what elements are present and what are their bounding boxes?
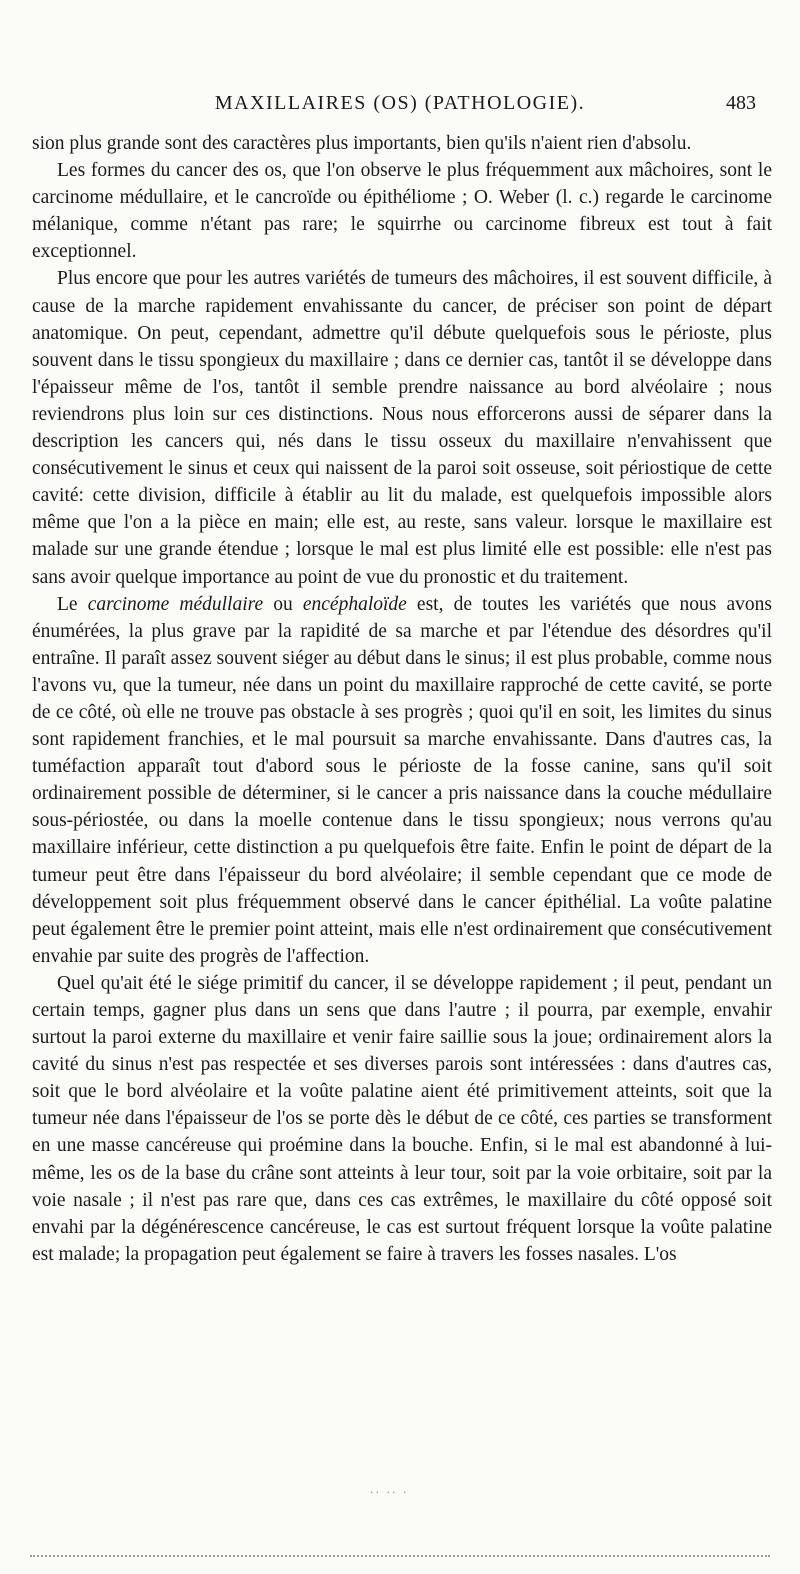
paragraph: Plus encore que pour les autres variétés de tumeurs des mâchoires, il est souvent difficile, à cause de la marche rapidement envahissante du cancer, de préciser son point de départ anatomique. On peut, cependant, admettre qu'il débute quelquefois sous le périoste, plus souvent dans le tissu spongieux du maxillaire ; dans ce dernier cas, tantôt il se développe dans l'épaisseur même de l'os, tantôt il semble prendre naissance au bord alvéolaire ; nous reviendrons plus loin sur ces distinctions. Nous nous efforcerons aussi de séparer dans la description les cancers qui, nés dans le tissu osseux du maxillaire n'envahissent que consécutivement le sinus et ceux qui naissent de la paroi soit osseuse, soit périostique de cette cavité: cette division, difficile à établir au lit du malade, est quelquefois impossible alors même que l'on a la pièce en main; elle est, au reste, sans valeur. lorsque le maxillaire est malade sur une grande étendue ; lorsque le mal est plus limité elle est possible: elle n'est pas sans avoir quelque importance au point de vue du pronostic et du traitement. (32, 268, 772, 588)
page-header (20, 92, 780, 122)
body-text (32, 130, 772, 1268)
paragraph-connector: ou (263, 593, 303, 615)
paragraph-lead: Le (57, 593, 88, 615)
paragraph-rest: est, de toutes les variétés que nous avons énumérées, la plus grave par la rapidité de sa marche et par l'étendue des désordres qu'il entraîne. Il paraît assez souvent siéger au début dans le sinus; il est plus probable, comme nous l'avons vu, que la tumeur, née dans un point du maxillaire rapproché de cette cavité, se porte de ce côté, où elle ne trouve pas obstacle à ses progrès ; quoi qu'il en soit, les limites du sinus sont rapidement franchies, et le mal poursuit sa marche envahissante. Dans d'autres cas, la tuméfaction apparaît tout d'abord sous le périoste de la fosse canine, sans qu'il soit ordinairement possible de déterminer, si le cancer a pris naissance dans la couche médullaire sous-périostée, ou dans la moelle contenue dans le tissu spongieux; nous verrons qu'au maxillaire inférieur, cette distinction a pu quelquefois être faite. Enfin le point de départ de la tumeur peut être dans l'épaisseur du bord alvéolaire; il semble cependant que ce mode de développement soit plus fréquemment observé dans le cancer épithélial. La voûte palatine peut également être le premier point atteint, mais elle n'est ordinairement que consécutivement envahie par suite des progrès de l'affection. (32, 593, 772, 967)
ink-speck-mark: ·· ·· · (370, 1486, 409, 1499)
paragraph: Quel qu'ait été le siége primitif du cancer, il se développe rapidement ; il peut, pendant un certain temps, gagner plus dans un sens que dans l'autre ; il pourra, par exemple, envahir surtout la paroi externe du maxillaire et venir faire saillie sous la joue; ordinairement alors la cavité du sinus n'est pas respectée et ses diverses parois sont intéressées : dans d'autres cas, soit que le bord alvéolaire et la voûte palatine aient été primitivement atteints, soit que la tumeur née dans l'épaisseur de l'os se porte dès le début de ce côté, ces parties se transforment en une masse cancéreuse qui proémine dans la bouche. Enfin, si le mal est abandonné à lui-même, les os de la base du crâne sont atteints à leur tour, soit par la voie orbitaire, soit par la voie nasale ; il n'est pas rare que, dans ces cas extrêmes, le maxillaire du côté opposé soit envahi par la dégénérescence cancéreuse, le cas est surtout fréquent lorsque la voûte palatine est malade; la propagation peut également se faire à travers les fosses nasales. L'os (32, 972, 772, 1265)
running-head: MAXILLAIRES (OS) (PATHOLOGIE). (214, 92, 586, 114)
paragraph: Les formes du cancer des os, que l'on observe le plus fréquemment aux mâchoires, sont le carcinome médullaire, et le cancroïde ou épithéliome ; O. Weber (l. c.) regarde le carcinome mélanique, comme n'étant pas rare; le squirrhe ou carcinome fibreux est tout à fait exceptionnel. (32, 160, 772, 263)
paragraph: sion plus grande sont des caractères plus importants, bien qu'ils n'aient rien d'absolu. (32, 133, 692, 154)
page-number: 483 (726, 92, 756, 114)
page-bottom-rule (30, 1555, 770, 1557)
paragraph (32, 591, 772, 970)
term-carcinome-medullaire: carcinome médullaire (87, 593, 264, 615)
term-encephaloide: encéphaloïde (302, 593, 407, 615)
